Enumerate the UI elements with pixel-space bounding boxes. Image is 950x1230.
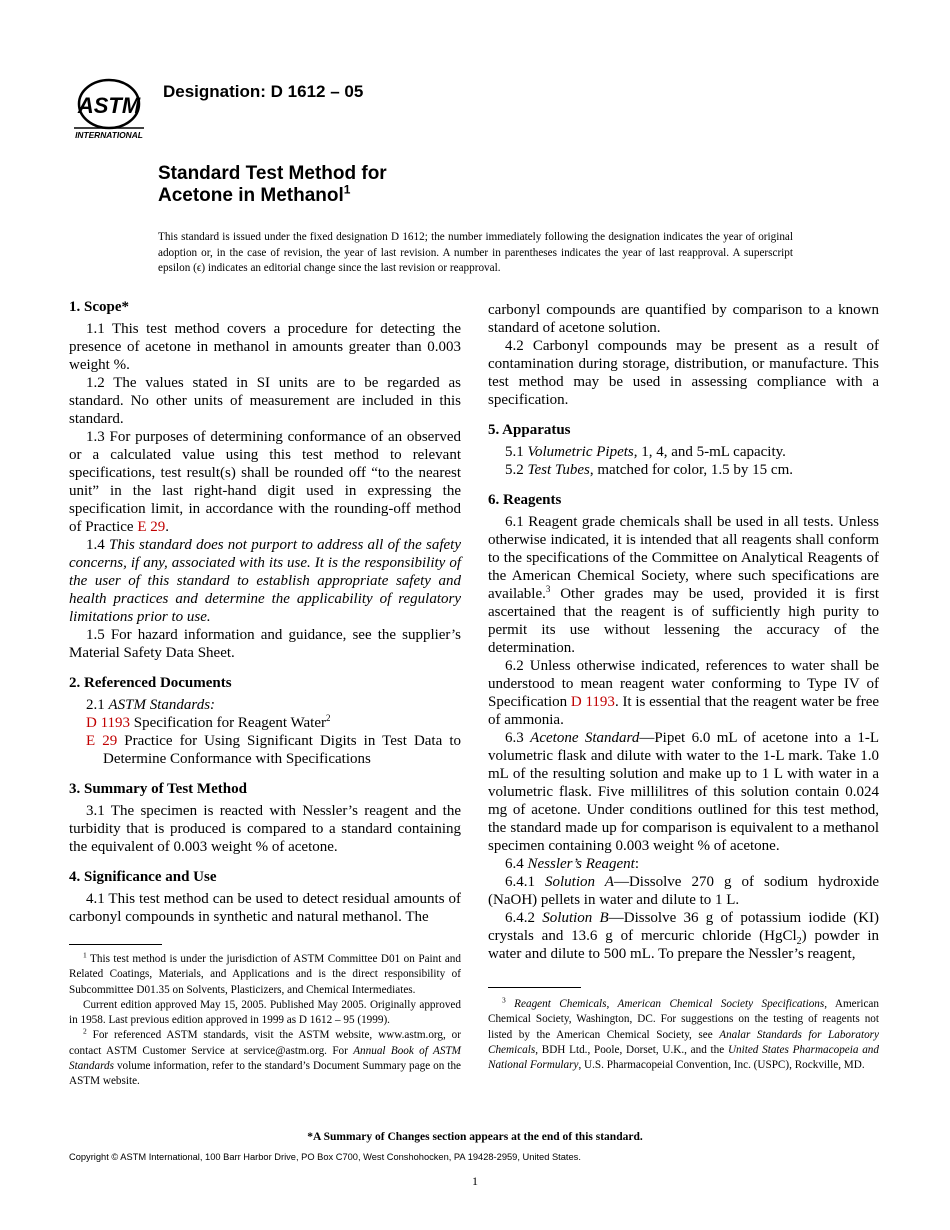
para-6-4-2-term: Solution B	[542, 910, 609, 926]
para-6-1	[488, 513, 879, 657]
para-6-4-1-num: 6.4.1	[505, 874, 546, 890]
title-footnote-marker: 1	[343, 182, 351, 197]
footnote-rule-left	[69, 944, 162, 945]
para-6-3-term: Acetone Standard	[530, 730, 640, 746]
para-6-4-num: 6.4	[505, 856, 528, 872]
section-5-heading: 5. Apparatus	[488, 422, 571, 438]
para-2-1-num: 2.1	[86, 697, 109, 713]
footnote-1-text: This test method is under the jurisdiction of ASTM Committee D01 on Paint and Related Coatings, Materials, and Applications and is the direct responsibility of Subcommittee D01.35 on Solvents, Plasticizers, and Chemical Intermediates.	[69, 953, 461, 996]
para-6-1-text: 6.1 Reagent grade chemicals shall be used in all tests. Unless otherwise indicated, it is intended that all reagents shall conform to the specifications of the Committee on Analytical Reagents of the American Chemical Society, where such specifications are available.	[488, 514, 879, 602]
footnote-2-italic: Annual Book of ASTM Standards	[69, 1044, 461, 1073]
footnote-1-num: 1	[83, 950, 87, 960]
para-6-4-1-text: —Dissolve 270 g of sodium hydroxide (NaOH) pellets in water and dilute to 1 L.	[488, 874, 879, 908]
para-1-1: 1.1 This test method covers a procedure for detecting the presence of acetone in methanol in amounts greater than 0.003 weight %.	[69, 321, 461, 373]
para-6-4-term: Nessler’s Reagent	[527, 856, 635, 872]
para-6-1-text-b: Other grades may be used, provided it is first ascertained that the reagent is of sufficiently high purity to permit its use without lessening the accuracy of the determination.	[488, 586, 879, 656]
title-line-2	[158, 182, 387, 207]
summary-of-changes-note: *A Summary of Changes section appears at the end of this standard.	[307, 1131, 643, 1143]
para-5-2-text: , matched for color, 1.5 by 15 cm.	[589, 462, 793, 478]
footnote-3-num: 3	[502, 995, 506, 1005]
preamble: This standard is issued under the fixed designation D 1612; the number immediately following the designation indicates the year of original adoption or, in the case of revision, the year of last revision. A number in parentheses indicates the year of last reapproval. A superscript epsilon (ϵ) indicates an editorial change since the last revision or reapproval.	[158, 231, 793, 274]
para-6-4-2-text-b: ) powder in water and dilute to 500 mL. To prepare the Nessler’s reagent,	[488, 928, 879, 962]
section-1-heading: 1. Scope*	[69, 299, 129, 315]
para-6-4-1-term: Solution A	[545, 874, 614, 890]
para-5-1-num: 5.1	[505, 444, 528, 460]
para-6-4-text: :	[634, 856, 640, 872]
footnote-3-italic-3: United States Pharmacopeia and National Formulary	[488, 1043, 879, 1072]
footnote-3-italic-2: Analar Standards for Laboratory Chemicals	[488, 1028, 879, 1056]
ref-link-e29[interactable]: E 29	[137, 519, 166, 535]
footnote-3-italic-1: Reagent Chemicals, American Chemical Society Specifications	[505, 998, 825, 1010]
para-6-3-text: —Pipet 6.0 mL of acetone into a 1-L volumetric flask and dilute with water to the 1-L mark. Take 1.0 mL of the resulting solution and make up to 1 L with water in a volumetric flask. Five millilitres of this solution contain 0.024 mg of acetone. Under conditions outlined for this test method, the standard made up for comparison is equivalent to a methanol specimen containing 0.003 weight % of acetone.	[488, 730, 880, 854]
document-title	[158, 163, 387, 207]
para-6-3-num: 6.3	[505, 730, 531, 746]
page-number: 1	[472, 1174, 478, 1188]
logo-text: ASTM	[77, 93, 141, 118]
para-3-1: 3.1 The specimen is reacted with Nessler’s reagent and the turbidity that is produced is compared to a standard containing the equivalent of 0.003 weight % of acetone.	[69, 803, 461, 855]
reference-e29-text: Practice for Using Significant Digits in Test Data to Determine Conformance with Specifications	[103, 733, 461, 767]
footnote-2	[69, 1028, 461, 1089]
para-6-2-end: . It is essential that the reagent water be free of ammonia.	[488, 694, 880, 728]
copyright: Copyright © ASTM International, 100 Barr Harbor Drive, PO Box C700, West Conshohocken, PA 19428-2959, United States.	[69, 1152, 581, 1162]
para-1-4-text: This standard does not purport to address all of the safety concerns, if any, associated with its use. It is the responsibility of the user of this standard to establish appropriate safety and health practices and determine the applicability of regulatory limitations prior to use.	[69, 537, 462, 625]
footnote-1-b: Current edition approved May 15, 2005. Published May 2005. Originally approved in 1958. Last previous edition approved in 1999 as D 1612 – 95 (1999).	[69, 998, 461, 1027]
para-5-2-term: Test Tubes	[527, 462, 590, 478]
para-6-4-2-text: —Dissolve 36 g of potassium iodide (KI) crystals and 13.6 g of mercuric chloride (HgCl	[488, 910, 880, 944]
footnote-3-text-a: , American Chemical Society, Washington, DC. For suggestions on the testing of reagents not listed by the American Chemical Society, see	[488, 998, 879, 1041]
title-line-1: Standard Test Method for	[158, 163, 387, 184]
footnote-2-text-b: volume information, refer to the standard’s Document Summary page on the ASTM website.	[69, 1060, 461, 1088]
para-5-1-term: Volumetric Pipets	[527, 444, 634, 460]
para-6-3	[488, 729, 879, 855]
footnote-marker-3: 3	[545, 584, 551, 594]
para-6-4-2-num: 6.4.2	[505, 910, 543, 926]
astm-logo-mark	[68, 76, 150, 140]
para-2-1-text: ASTM Standards:	[108, 697, 216, 713]
ref-link-d1193[interactable]: D 1193	[86, 715, 131, 731]
para-6-4-1	[488, 873, 879, 909]
para-4-1-continued: carbonyl compounds are quantified by comparison to a known standard of acetone solution.	[488, 302, 879, 336]
footnote-2-num: 2	[83, 1026, 87, 1036]
para-2-1	[69, 696, 461, 714]
para-6-2-text: 6.2 Unless otherwise indicated, references to water shall be understood to mean reagent water conforming to Type IV of Specification	[488, 658, 879, 710]
footnote-1	[69, 952, 461, 998]
reference-e29	[86, 732, 461, 768]
footnote-marker-2: 2	[325, 713, 331, 723]
section-6-heading: 6. Reagents	[488, 492, 562, 508]
reference-d1193	[86, 714, 461, 732]
reference-d1193-text: Specification for Reagent Water	[130, 715, 326, 731]
logo-subtext: INTERNATIONAL	[75, 130, 143, 140]
footnotes-left	[69, 952, 461, 1090]
para-5-2	[488, 461, 879, 479]
para-5-2-num: 5.2	[505, 462, 528, 478]
designation: Designation: D 1612 – 05	[163, 82, 364, 101]
astm-logo	[68, 76, 150, 140]
footnote-3-text-b: , BDH Ltd., Poole, Dorset, U.K., and the	[535, 1043, 728, 1056]
footnote-rule-right	[488, 987, 581, 988]
left-column	[69, 298, 461, 926]
section-4-heading: 4. Significance and Use	[69, 869, 217, 885]
para-1-4-num: 1.4	[86, 537, 109, 553]
title-line-2-text: Acetone in Methanol	[158, 185, 344, 206]
para-1-3-text: 1.3 For purposes of determining conformance of an observed or a calculated value using this test method to relevant specifications, test result(s) shall be rounded off “to the nearest unit” in the last right-hand digit used in expressing the specification limit, in accordance with the rounding-off method of Practice	[69, 429, 461, 535]
footnote-3-text-c: , U.S. Pharmacopeial Convention, Inc. (USPC), Rockville, MD.	[578, 1059, 865, 1072]
section-2-heading: 2. Referenced Documents	[69, 675, 232, 691]
para-6-4-2-subscript: 2	[796, 936, 802, 947]
footnote-3	[488, 997, 879, 1073]
para-6-4-2	[488, 909, 879, 963]
footnote-2-text: For referenced ASTM standards, visit the ASTM website, www.astm.org, or contact ASTM Customer Service at service@astm.org. For	[69, 1029, 461, 1057]
right-column	[488, 301, 879, 963]
para-4-2: 4.2 Carbonyl compounds may be present as a result of contamination during storage, distribution, or manufacture. This test method may be used in assessing compliance with a specification.	[488, 338, 879, 408]
ref-link-d1193-body[interactable]: D 1193	[570, 694, 615, 710]
para-4-1: 4.1 This test method can be used to detect residual amounts of carbonyl compounds in synthetic and natural methanol. The	[69, 891, 461, 925]
para-1-4	[69, 536, 461, 626]
section-3-heading: 3. Summary of Test Method	[69, 781, 247, 797]
para-6-2	[488, 657, 879, 729]
footnotes-right	[488, 997, 879, 1073]
para-1-2: 1.2 The values stated in SI units are to be regarded as standard. No other units of measurement are included in this standard.	[69, 375, 461, 427]
para-1-3-end: .	[165, 519, 169, 535]
ref-link-e29-list[interactable]: E 29	[86, 733, 118, 749]
para-1-5: 1.5 For hazard information and guidance, see the supplier’s Material Safety Data Sheet.	[69, 627, 461, 661]
para-5-1	[488, 443, 879, 461]
para-1-3	[69, 428, 461, 536]
para-5-1-text: , 1, 4, and 5-mL capacity.	[633, 444, 786, 460]
para-6-4	[488, 855, 879, 873]
